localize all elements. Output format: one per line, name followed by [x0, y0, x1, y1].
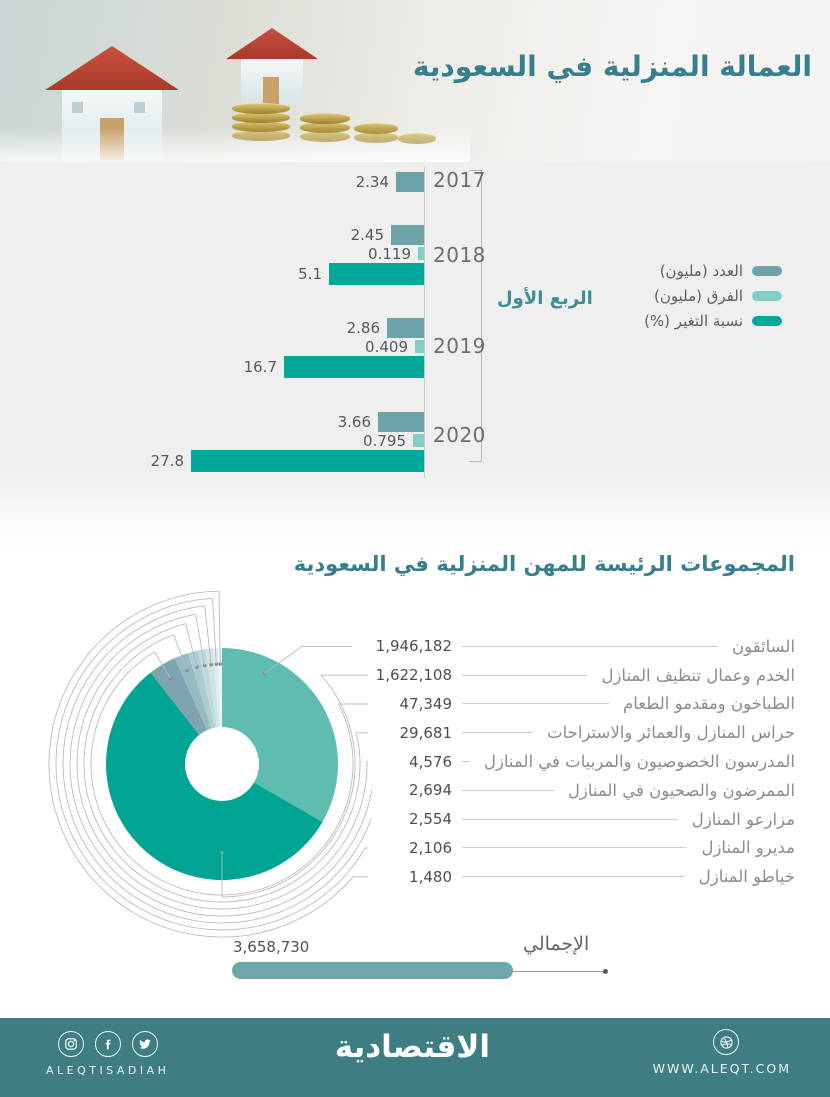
bar: [191, 450, 424, 472]
bar: [387, 318, 424, 338]
occupation-value: 1,480: [409, 867, 452, 886]
occupation-row: [340, 661, 795, 690]
total-label: الإجمالي: [523, 933, 590, 955]
section-fade: [0, 470, 830, 550]
occupation-label: حراس المنازل والعمائر والاستراحات: [547, 723, 795, 743]
occupation-label: الخدم وعمال تنظيف المنازل: [601, 665, 795, 685]
main-title: العمالة المنزلية في السعودية: [412, 50, 812, 83]
bar-value-label: 5.1: [298, 264, 322, 283]
coin: [300, 113, 350, 124]
globe-icon[interactable]: [713, 1029, 739, 1055]
legend-label: العدد (مليون): [659, 262, 743, 280]
bar: [413, 434, 424, 447]
leader-line: [462, 761, 470, 762]
occupation-label: السائقون: [732, 636, 795, 656]
bar: [329, 263, 424, 285]
occupation-row: [340, 747, 795, 776]
legend-label: الفرق (مليون): [653, 287, 743, 305]
occupation-label: الطباخون ومقدمو الطعام: [622, 694, 795, 714]
total-leader-dot: [603, 969, 608, 974]
occupation-value: 2,694: [409, 781, 452, 800]
occupation-row: [340, 834, 795, 863]
brand-logo: الاقتصادية: [334, 1029, 490, 1065]
occupation-row: [340, 718, 795, 747]
occupation-row: [340, 690, 795, 719]
occupation-label: مديرو المنازل: [701, 838, 795, 858]
legend-swatch: [752, 266, 782, 276]
total-value: 3,658,730: [233, 938, 310, 956]
quarter-annotation: الربع الأول: [497, 288, 593, 309]
axis-baseline: [424, 167, 425, 478]
bar: [378, 412, 424, 432]
occupation-label: الممرضون والصحيون في المنازل: [567, 780, 795, 800]
house-roof: [45, 46, 179, 90]
legend-swatch: [752, 291, 782, 301]
bar: [418, 247, 424, 260]
bracket-tick-bottom: [469, 461, 482, 462]
year-label: 2018: [433, 243, 486, 267]
occupation-value: 1,622,108: [375, 666, 452, 685]
occupation-value: 2,106: [409, 838, 452, 857]
house-window: [132, 100, 147, 115]
bar: [391, 225, 424, 245]
occupation-row: [340, 862, 795, 891]
donut-title: المجموعات الرئيسة للمهن المنزلية في السعودية: [293, 552, 795, 576]
bar-value-label: 0.795: [363, 431, 406, 450]
bar-value-label: 0.409: [365, 337, 408, 356]
legend-item: [644, 261, 782, 281]
leader-line: [462, 732, 533, 733]
occupation-row: [340, 632, 795, 661]
social-icons: [58, 1031, 158, 1057]
legend-label: نسبة التغير (%): [644, 312, 743, 330]
leader-line: [462, 819, 678, 820]
occupation-label: مزارعو المنازل: [691, 809, 795, 829]
bar-value-label: 16.7: [243, 357, 277, 376]
bar-value-label: 2.45: [350, 226, 384, 244]
legend-swatch: [752, 316, 782, 326]
occupation-value: 2,554: [409, 810, 452, 829]
year-label: 2020: [433, 423, 486, 447]
instagram-icon[interactable]: [58, 1031, 84, 1057]
occupation-value: 47,349: [399, 694, 452, 713]
legend-item: [644, 286, 782, 306]
bar: [284, 356, 424, 378]
year-bracket: [481, 170, 482, 462]
occupation-row: [340, 805, 795, 834]
house-window: [70, 100, 85, 115]
occupation-label: المدرسون الخصوصيون والمربيات في المنازل: [483, 752, 795, 772]
leader-line: [462, 675, 587, 676]
occupation-row: [340, 776, 795, 805]
coin: [232, 103, 290, 114]
bar-value-label: 3.66: [337, 413, 371, 431]
occupation-value: 1,946,182: [375, 637, 452, 656]
occupation-value: 29,681: [399, 723, 452, 742]
leader-line: [462, 847, 687, 848]
legend: [644, 261, 782, 336]
twitter-icon[interactable]: [132, 1031, 158, 1057]
legend-item: [644, 311, 782, 331]
total-leader-line: [513, 971, 605, 972]
year-label: 2017: [433, 168, 486, 192]
facebook-icon[interactable]: [95, 1031, 121, 1057]
social-handle: ALEQTISADIAH: [46, 1064, 170, 1077]
leader-line: [462, 703, 609, 704]
bar-value-label: 2.34: [355, 173, 389, 191]
occupation-list: [340, 632, 795, 891]
leader-line: [462, 790, 554, 791]
occupation-value: 4,576: [409, 752, 452, 771]
donut-hole: [185, 727, 259, 801]
leader-line: [462, 876, 685, 877]
bar-value-label: 0.119: [368, 244, 411, 263]
leader-line: [462, 646, 718, 647]
total-bar: [232, 962, 513, 979]
bar-value-label: 2.86: [346, 319, 380, 337]
occupation-label: خياطو المنازل: [698, 867, 795, 887]
bar: [415, 340, 424, 353]
photo-reflection: [0, 128, 470, 162]
year-label: 2019: [433, 334, 486, 358]
bar: [396, 172, 424, 192]
bar-value-label: 27.8: [150, 451, 184, 470]
website-url[interactable]: WWW.ALEQT.COM: [652, 1061, 791, 1076]
